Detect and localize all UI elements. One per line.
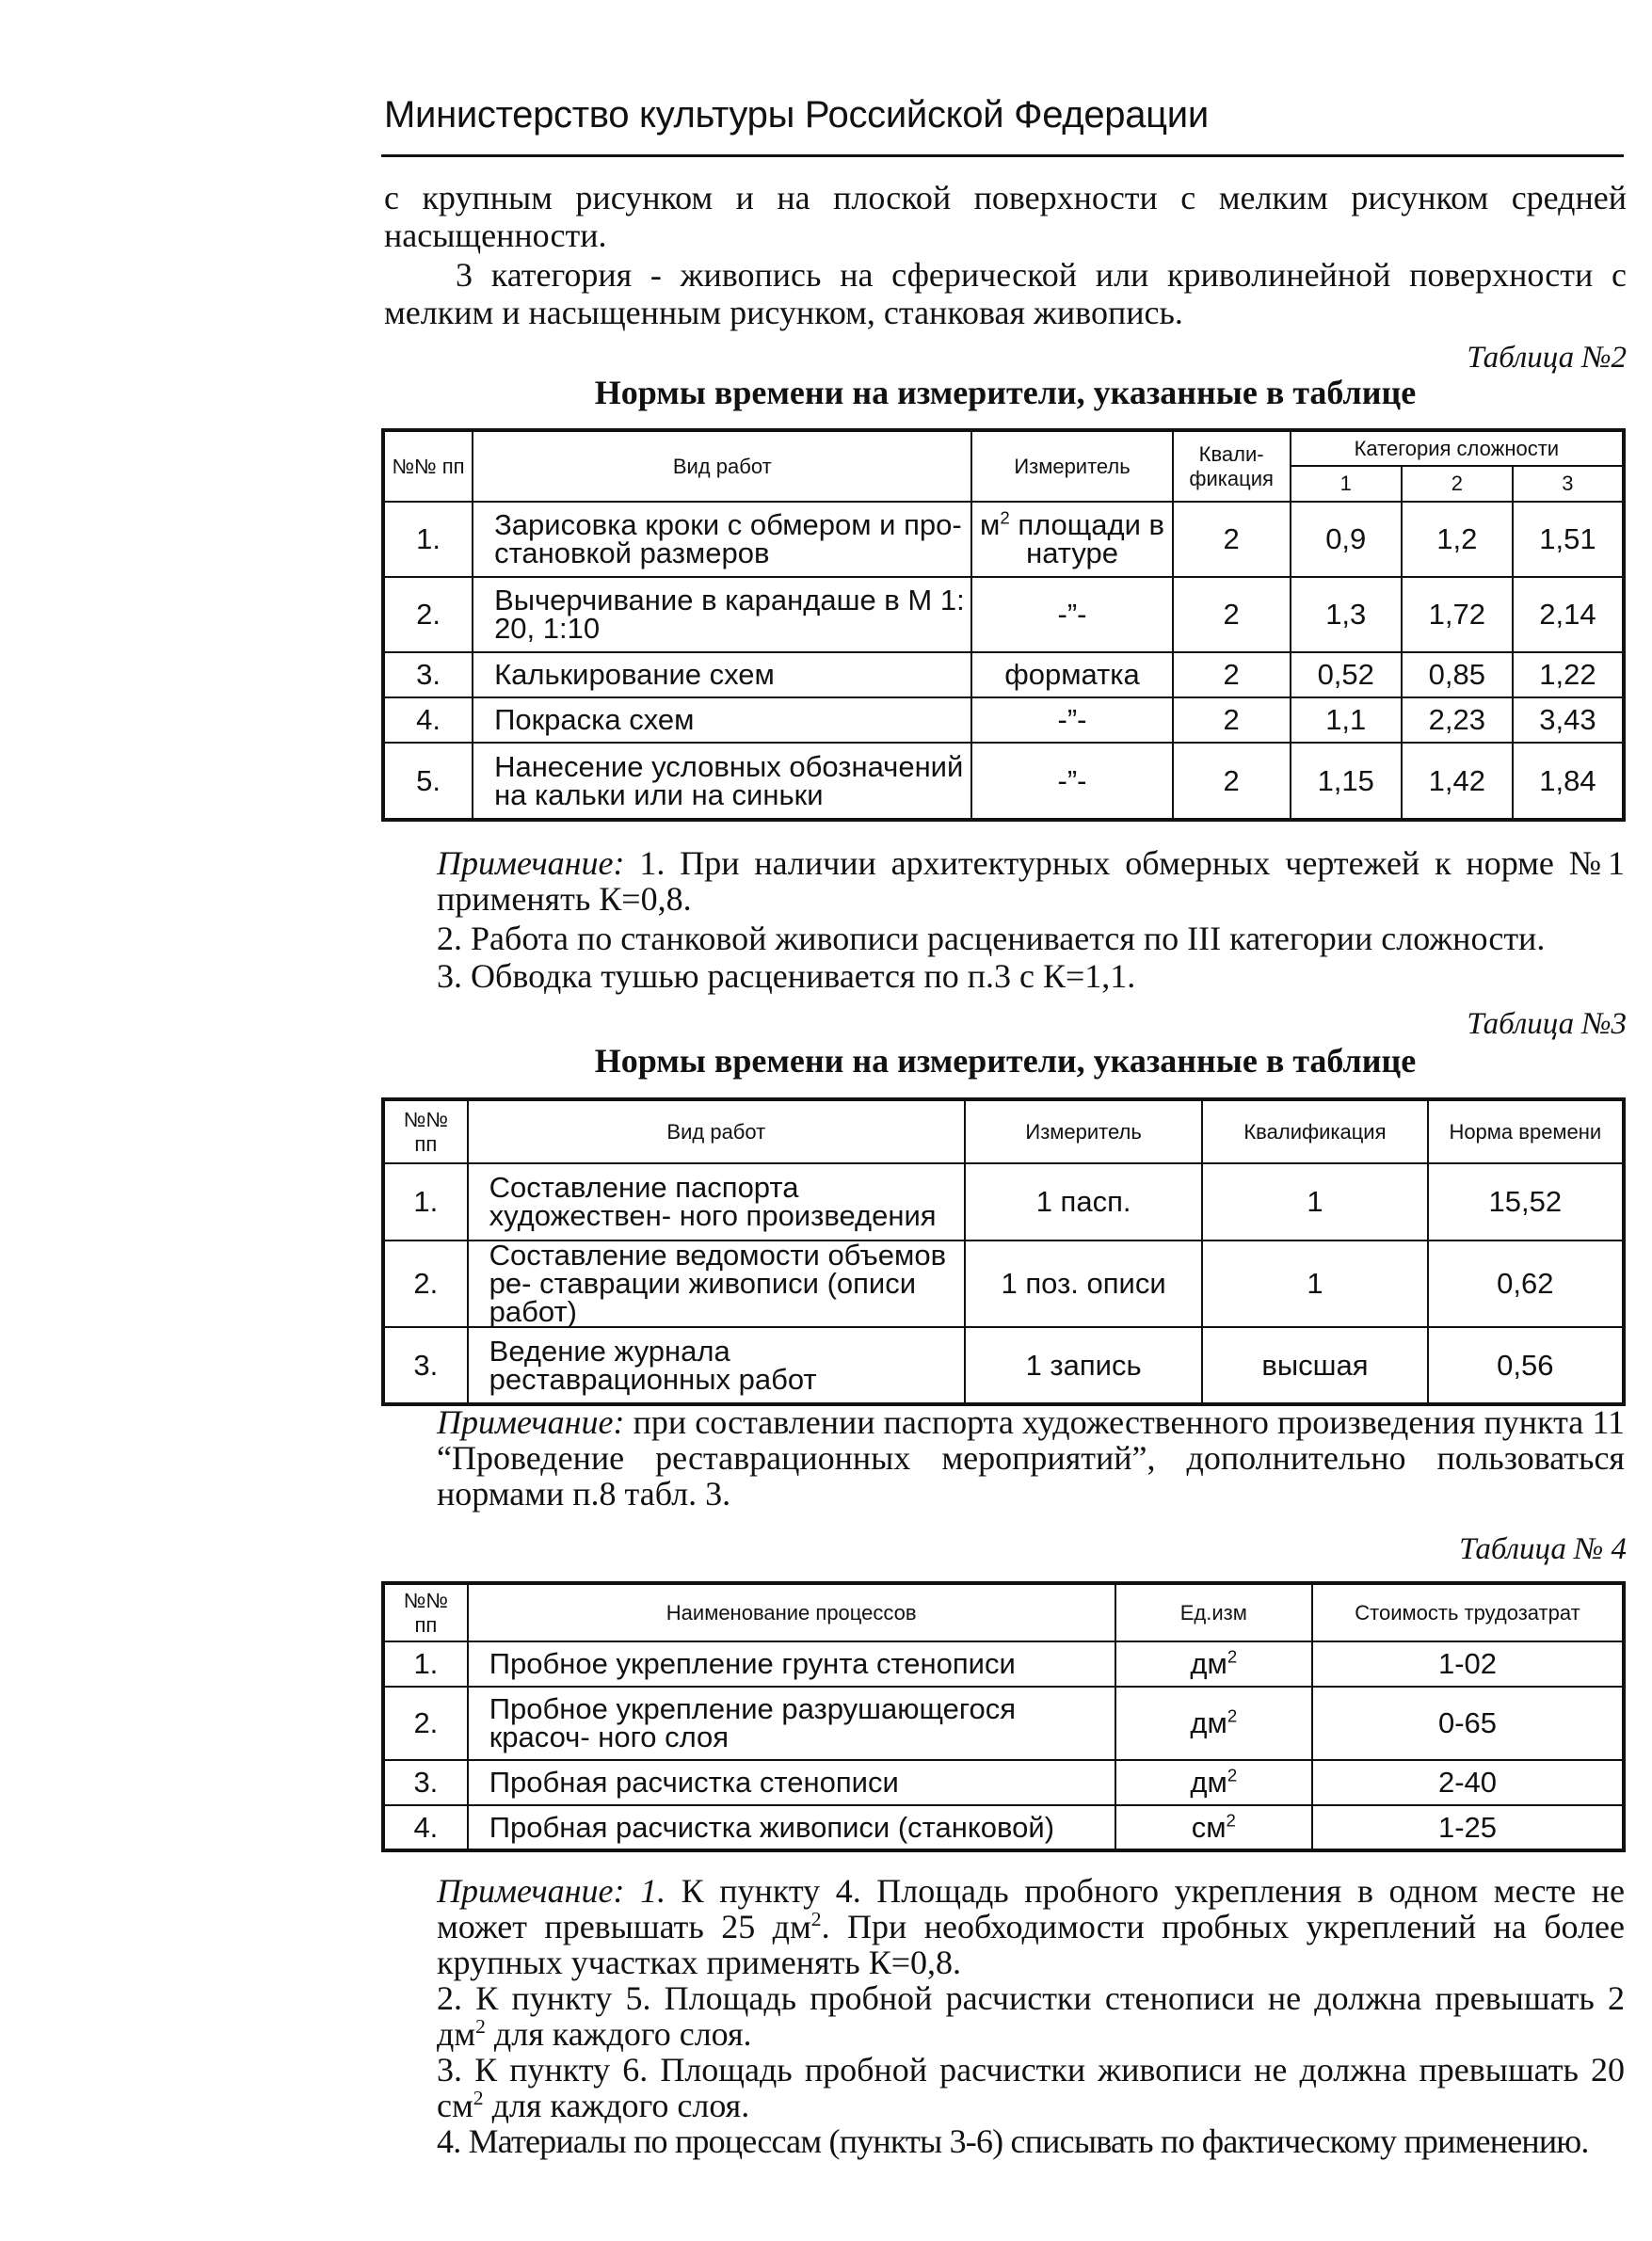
col-header-qualification: Квалификация	[1202, 1099, 1427, 1163]
cell-qualification: 2	[1173, 697, 1291, 743]
col-header-name: Наименование процессов	[468, 1583, 1115, 1641]
table-header-row	[383, 430, 1624, 466]
cell-measure: 1 пасп.	[965, 1163, 1202, 1241]
cell-name: Пробная расчистка живописи (станковой)	[468, 1805, 1115, 1850]
paragraph-continuation: с крупным рисунком и на плоской поверхности с мелким рисунком средней насыщенности.	[384, 179, 1627, 254]
cell-num: 1.	[383, 1163, 468, 1241]
cell-unit-text: дм	[1190, 1706, 1227, 1739]
cell-measure	[971, 502, 1172, 577]
cell-cat2: 2,23	[1402, 697, 1513, 743]
cell-qualification: 1	[1202, 1163, 1427, 1241]
table-row	[383, 1327, 1624, 1404]
cell-num: 2.	[383, 577, 473, 652]
table2-number: Таблица №2	[1467, 341, 1627, 375]
table4-note-2	[437, 1980, 1625, 2052]
cell-num: 3.	[383, 1760, 468, 1805]
note-text: 1. При наличии архитектурных обмерных чертежей к норме №1 применять К=0,8.	[437, 844, 1625, 918]
cell-cat3: 3,43	[1513, 697, 1624, 743]
table-row	[383, 697, 1624, 743]
table2-note-2: 2. Работа по станковой живописи расценивается по III категории сложности.	[437, 920, 1546, 957]
cell-num: 3.	[383, 652, 473, 697]
note-text: . При необходимости пробных укреплений на более крупных участках применять К=0,8.	[437, 1908, 1625, 1981]
note-text: 3. К пункту 6. Площадь пробной расчистки живописи не должна превышать 20 см	[437, 2051, 1625, 2124]
cell-cost: 1-02	[1312, 1641, 1624, 1687]
cell-num: 2.	[383, 1241, 468, 1327]
cell-cat1: 1,1	[1291, 697, 1402, 743]
cell-work: Составление ведомости объемов ре- ставрации живописи (описи работ)	[468, 1241, 965, 1327]
col-header-num: №№ пп	[383, 1099, 468, 1163]
table3	[381, 1097, 1626, 1406]
col-header-cost: Стоимость трудозатрат	[1312, 1583, 1624, 1641]
header-rule	[381, 154, 1624, 157]
table4-number: Таблица № 4	[1459, 1532, 1627, 1566]
cell-work: Нанесение условных обозначений на кальки или на синьки	[473, 743, 971, 820]
cell-work: Покраска схем	[473, 697, 971, 743]
note-lead: Примечание:	[437, 844, 625, 882]
cell-qualification: 2	[1173, 652, 1291, 697]
cell-measure: форматка	[971, 652, 1172, 697]
cell-cat2: 1,72	[1402, 577, 1513, 652]
superscript: 2	[810, 1908, 822, 1930]
cell-norm: 15,52	[1428, 1163, 1624, 1241]
cell-name: Пробное укрепление разрушающегося красоч- ного слоя	[468, 1687, 1115, 1760]
table-row	[383, 1805, 1624, 1850]
cell-unit-text: см	[1191, 1810, 1227, 1844]
col-header-measure: Измеритель	[971, 430, 1172, 502]
table3-note	[437, 1404, 1625, 1512]
cell-cost: 2-40	[1312, 1760, 1624, 1805]
superscript: 2	[473, 2087, 484, 2109]
superscript: 2	[1226, 1810, 1236, 1831]
table-row	[383, 1687, 1624, 1760]
superscript: 2	[1000, 507, 1010, 528]
table-row	[383, 1641, 1624, 1687]
paragraph-category-3: 3 категория - живопись на сферической или криволинейной поверхности с мелким и насыщенным рисунком, станковая живопись.	[384, 256, 1627, 331]
table-row	[383, 743, 1624, 820]
note-text: К пункту 4. Площадь пробного укрепления в одном месте не может превышать 25 дм	[437, 1872, 1625, 1945]
cell-cat1: 0,9	[1291, 502, 1402, 577]
cell-name: Пробное укрепление грунта стенописи	[468, 1641, 1115, 1687]
cell-unit	[1115, 1687, 1312, 1760]
cell-num: 5.	[383, 743, 473, 820]
cell-cat2: 1,2	[1402, 502, 1513, 577]
cell-cat3: 2,14	[1513, 577, 1624, 652]
cell-num: 1.	[383, 502, 473, 577]
cell-qualification: 2	[1173, 577, 1291, 652]
cell-cat1: 1,3	[1291, 577, 1402, 652]
superscript: 2	[475, 2015, 486, 2038]
col-header-unit: Ед.изм	[1115, 1583, 1312, 1641]
note-lead: Примечание:	[437, 1403, 625, 1441]
cell-work: Зарисовка кроки с обмером и про- становкой размеров	[473, 502, 971, 577]
cell-measure: -”-	[971, 577, 1172, 652]
cell-unit	[1115, 1805, 1312, 1850]
table2-note-3: 3. Обводка тушью расценивается по п.3 с К=1,1.	[437, 957, 1136, 995]
table4	[381, 1581, 1626, 1852]
cell-cat1: 0,52	[1291, 652, 1402, 697]
table4-note-1	[437, 1873, 1625, 1980]
cell-num: 3.	[383, 1327, 468, 1404]
note-lead: Примечание: 1.	[437, 1872, 666, 1910]
cell-norm: 0,62	[1428, 1241, 1624, 1327]
cell-cost: 1-25	[1312, 1805, 1624, 1850]
table-row	[383, 1760, 1624, 1805]
col-header-category: Категория сложности	[1291, 430, 1624, 466]
table-row	[383, 1163, 1624, 1241]
cell-unit-text: дм	[1190, 1766, 1227, 1799]
cell-work: Составление паспорта художествен- ного произведения	[468, 1163, 965, 1241]
table-header-row	[383, 1099, 1624, 1163]
superscript: 2	[1227, 1765, 1238, 1785]
col-header-qualification: Квали- фикация	[1173, 430, 1291, 502]
cell-measure-rest: площади в натуре	[1009, 508, 1165, 569]
col-header-num: №№ пп	[383, 1583, 468, 1641]
cell-measure: -”-	[971, 743, 1172, 820]
cell-measure: 1 запись	[965, 1327, 1202, 1404]
table-row	[383, 652, 1624, 697]
cell-cat3: 1,51	[1513, 502, 1624, 577]
table3-number: Таблица №3	[1467, 1007, 1627, 1041]
col-header-measure: Измеритель	[965, 1099, 1202, 1163]
superscript: 2	[1227, 1646, 1238, 1667]
cell-work: Калькирование схем	[473, 652, 971, 697]
cell-unit	[1115, 1760, 1312, 1805]
cell-measure: 1 поз. описи	[965, 1241, 1202, 1327]
cell-cat3: 1,22	[1513, 652, 1624, 697]
table-row	[383, 502, 1624, 577]
col-header-work: Вид работ	[468, 1099, 965, 1163]
cell-num: 4.	[383, 697, 473, 743]
cell-measure-unit: м	[980, 508, 1001, 541]
table3-title: Нормы времени на измерители, указанные в таблице	[594, 1042, 1417, 1080]
superscript: 2	[1227, 1705, 1238, 1726]
col-header-norm: Норма времени	[1428, 1099, 1624, 1163]
cell-cat1: 1,15	[1291, 743, 1402, 820]
cell-unit	[1115, 1641, 1312, 1687]
table2	[381, 428, 1626, 822]
table-header-row	[383, 1583, 1624, 1641]
note-text: 2. К пункту 5. Площадь пробной расчистки стенописи не должна превышать 2 дм	[437, 1979, 1625, 2053]
table4-note-3	[437, 2052, 1625, 2123]
table-row	[383, 1241, 1624, 1327]
table4-note-4: 4. Материалы по процессам (пункты 3-6) списывать по фактическому применению.	[437, 2122, 1589, 2160]
col-header-work: Вид работ	[473, 430, 971, 502]
cell-num: 2.	[383, 1687, 468, 1760]
cell-qualification: 1	[1202, 1241, 1427, 1327]
note-text: для каждого слоя.	[485, 2015, 752, 2053]
col-header-cat2: 2	[1402, 466, 1513, 502]
col-header-cat1: 1	[1291, 466, 1402, 502]
running-head: Министерство культуры Российской Федерации	[384, 94, 1209, 136]
table2-title: Нормы времени на измерители, указанные в таблице	[594, 374, 1417, 411]
cell-qualification: высшая	[1202, 1327, 1427, 1404]
cell-cat2: 1,42	[1402, 743, 1513, 820]
cell-num: 4.	[383, 1805, 468, 1850]
note-text: для каждого слоя.	[483, 2087, 750, 2124]
cell-cost: 0-65	[1312, 1687, 1624, 1760]
cell-unit-text: дм	[1190, 1647, 1227, 1680]
cell-name: Пробная расчистка стенописи	[468, 1760, 1115, 1805]
cell-norm: 0,56	[1428, 1327, 1624, 1404]
table-row	[383, 577, 1624, 652]
cell-num: 1.	[383, 1641, 468, 1687]
cell-cat2: 0,85	[1402, 652, 1513, 697]
cell-cat3: 1,84	[1513, 743, 1624, 820]
cell-qualification: 2	[1173, 743, 1291, 820]
col-header-cat3: 3	[1513, 466, 1624, 502]
cell-work: Вычерчивание в карандаше в М 1: 20, 1:10	[473, 577, 971, 652]
note-text: при составлении паспорта художественного произведения пункта 11 “Проведение реставрационных мероприятий”, дополнительно пользоваться нормами п.8 табл. 3.	[437, 1403, 1625, 1513]
table2-note-1	[437, 845, 1625, 917]
cell-work: Ведение журнала реставрационных работ	[468, 1327, 965, 1404]
cell-qualification: 2	[1173, 502, 1291, 577]
cell-measure: -”-	[971, 697, 1172, 743]
col-header-num: №№ пп	[383, 430, 473, 502]
